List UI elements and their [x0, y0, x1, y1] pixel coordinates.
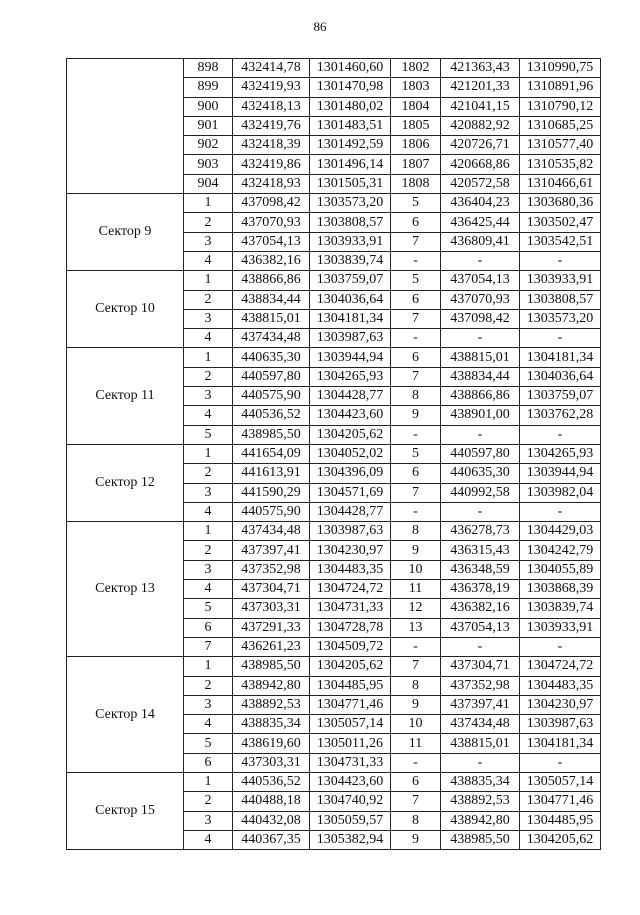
y-coordinate-left: 1305011,26 [310, 734, 391, 753]
y-coordinate-right: 1303868,39 [520, 580, 601, 599]
x-coordinate-left: 432419,86 [233, 155, 310, 174]
x-coordinate-right: 440992,58 [441, 483, 520, 502]
y-coordinate-right: 1304724,72 [520, 657, 601, 676]
point-number-right: 7 [391, 367, 441, 386]
point-number-left: 901 [184, 116, 233, 135]
point-number-right: 1806 [391, 136, 441, 155]
x-coordinate-right: 438892,53 [441, 792, 520, 811]
point-number-left: 4 [184, 715, 233, 734]
y-coordinate-left: 1304265,93 [310, 367, 391, 386]
x-coordinate-left: 440597,80 [233, 367, 310, 386]
point-number-right: 13 [391, 618, 441, 637]
sector-label: Сектор 11 [67, 348, 184, 444]
x-coordinate-left: 432414,78 [233, 59, 310, 78]
point-number-left: 1 [184, 657, 233, 676]
point-number-left: 3 [184, 483, 233, 502]
x-coordinate-left: 440536,52 [233, 406, 310, 425]
x-coordinate-left: 438892,53 [233, 695, 310, 714]
point-number-right: - [391, 425, 441, 444]
point-number-left: 4 [184, 580, 233, 599]
x-coordinate-right: 436404,23 [441, 194, 520, 213]
y-coordinate-right: - [520, 753, 601, 772]
y-coordinate-right: 1310535,82 [520, 155, 601, 174]
point-number-left: 1 [184, 194, 233, 213]
point-number-left: 2 [184, 213, 233, 232]
point-number-right: 9 [391, 541, 441, 560]
point-number-left: 2 [184, 792, 233, 811]
y-coordinate-right: 1304205,62 [520, 830, 601, 849]
x-coordinate-right: 438815,01 [441, 348, 520, 367]
y-coordinate-left: 1303759,07 [310, 271, 391, 290]
x-coordinate-left: 440575,90 [233, 502, 310, 521]
x-coordinate-right: 438985,50 [441, 830, 520, 849]
y-coordinate-right: 1310891,96 [520, 78, 601, 97]
sector-label: Сектор 13 [67, 522, 184, 657]
x-coordinate-left: 440635,30 [233, 348, 310, 367]
x-coordinate-right: 421201,33 [441, 78, 520, 97]
x-coordinate-right: 420882,92 [441, 116, 520, 135]
point-number-left: 3 [184, 309, 233, 328]
x-coordinate-right: 438834,44 [441, 367, 520, 386]
y-coordinate-left: 1304423,60 [310, 772, 391, 791]
x-coordinate-right: 437304,71 [441, 657, 520, 676]
y-coordinate-right: 1304230,97 [520, 695, 601, 714]
y-coordinate-right: - [520, 502, 601, 521]
point-number-right: 9 [391, 406, 441, 425]
point-number-left: 3 [184, 232, 233, 251]
y-coordinate-right: 1304429,03 [520, 522, 601, 541]
table-row [67, 657, 601, 676]
y-coordinate-right: 1303542,51 [520, 232, 601, 251]
point-number-left: 5 [184, 425, 233, 444]
coordinates-table-body [67, 59, 601, 850]
point-number-right: 1805 [391, 116, 441, 135]
y-coordinate-right: 1304771,46 [520, 792, 601, 811]
x-coordinate-right: 436382,16 [441, 599, 520, 618]
point-number-right: - [391, 637, 441, 656]
point-number-right: 6 [391, 772, 441, 791]
x-coordinate-right: 438835,34 [441, 772, 520, 791]
y-coordinate-left: 1303839,74 [310, 251, 391, 270]
x-coordinate-right: 437098,42 [441, 309, 520, 328]
table-row [67, 772, 601, 791]
point-number-left: 1 [184, 348, 233, 367]
y-coordinate-left: 1304052,02 [310, 444, 391, 463]
x-coordinate-right: 438942,80 [441, 811, 520, 830]
y-coordinate-left: 1304483,35 [310, 560, 391, 579]
y-coordinate-right: 1304036,64 [520, 367, 601, 386]
y-coordinate-right: 1303762,28 [520, 406, 601, 425]
y-coordinate-right: 1304483,35 [520, 676, 601, 695]
x-coordinate-right: - [441, 329, 520, 348]
x-coordinate-right: 420668,86 [441, 155, 520, 174]
x-coordinate-left: 437434,48 [233, 522, 310, 541]
point-number-left: 1 [184, 271, 233, 290]
point-number-right: 6 [391, 464, 441, 483]
y-coordinate-right: 1303933,91 [520, 618, 601, 637]
point-number-right: 6 [391, 348, 441, 367]
point-number-left: 3 [184, 387, 233, 406]
y-coordinate-left: 1304205,62 [310, 425, 391, 444]
point-number-left: 4 [184, 830, 233, 849]
point-number-right: 7 [391, 309, 441, 328]
sector-label [67, 59, 184, 194]
x-coordinate-right: 437070,93 [441, 290, 520, 309]
x-coordinate-left: 440575,90 [233, 387, 310, 406]
x-coordinate-left: 437434,48 [233, 329, 310, 348]
y-coordinate-right: 1303759,07 [520, 387, 601, 406]
x-coordinate-right: - [441, 251, 520, 270]
y-coordinate-left: 1301505,31 [310, 174, 391, 193]
y-coordinate-left: 1305382,94 [310, 830, 391, 849]
x-coordinate-right: - [441, 637, 520, 656]
x-coordinate-left: 437304,71 [233, 580, 310, 599]
point-number-right: 5 [391, 444, 441, 463]
y-coordinate-right: 1304055,89 [520, 560, 601, 579]
x-coordinate-left: 438835,34 [233, 715, 310, 734]
x-coordinate-right: 436278,73 [441, 522, 520, 541]
point-number-right: 1803 [391, 78, 441, 97]
y-coordinate-right: 1304485,95 [520, 811, 601, 830]
point-number-right: - [391, 502, 441, 521]
x-coordinate-right: 436809,41 [441, 232, 520, 251]
x-coordinate-left: 438834,44 [233, 290, 310, 309]
point-number-left: 3 [184, 560, 233, 579]
point-number-right: 8 [391, 387, 441, 406]
point-number-right: 9 [391, 830, 441, 849]
y-coordinate-left: 1301460,60 [310, 59, 391, 78]
point-number-left: 5 [184, 599, 233, 618]
x-coordinate-left: 437054,13 [233, 232, 310, 251]
y-coordinate-left: 1304731,33 [310, 753, 391, 772]
point-number-left: 2 [184, 367, 233, 386]
point-number-right: - [391, 251, 441, 270]
x-coordinate-right: 436425,44 [441, 213, 520, 232]
y-coordinate-right: 1303808,57 [520, 290, 601, 309]
x-coordinate-left: 432418,39 [233, 136, 310, 155]
x-coordinate-right: 436348,59 [441, 560, 520, 579]
point-number-right: - [391, 329, 441, 348]
point-number-right: 11 [391, 580, 441, 599]
y-coordinate-right: 1305057,14 [520, 772, 601, 791]
point-number-right: 1802 [391, 59, 441, 78]
x-coordinate-right: 436315,43 [441, 541, 520, 560]
x-coordinate-right: 437434,48 [441, 715, 520, 734]
x-coordinate-right: 438866,86 [441, 387, 520, 406]
y-coordinate-left: 1304509,72 [310, 637, 391, 656]
point-number-right: 7 [391, 792, 441, 811]
x-coordinate-right: 437352,98 [441, 676, 520, 695]
x-coordinate-right: - [441, 425, 520, 444]
point-number-right: 7 [391, 232, 441, 251]
x-coordinate-right: 437397,41 [441, 695, 520, 714]
x-coordinate-right: - [441, 502, 520, 521]
x-coordinate-left: 441613,91 [233, 464, 310, 483]
x-coordinate-left: 441590,29 [233, 483, 310, 502]
y-coordinate-right: - [520, 251, 601, 270]
x-coordinate-left: 440536,52 [233, 772, 310, 791]
point-number-left: 4 [184, 502, 233, 521]
y-coordinate-right: 1310790,12 [520, 97, 601, 116]
x-coordinate-right: 440597,80 [441, 444, 520, 463]
point-number-right: 8 [391, 811, 441, 830]
point-number-left: 2 [184, 290, 233, 309]
point-number-left: 1 [184, 444, 233, 463]
table-row [67, 348, 601, 367]
y-coordinate-left: 1303933,91 [310, 232, 391, 251]
x-coordinate-left: 437303,31 [233, 753, 310, 772]
point-number-right: 5 [391, 271, 441, 290]
point-number-left: 2 [184, 676, 233, 695]
y-coordinate-left: 1304396,09 [310, 464, 391, 483]
x-coordinate-left: 438619,60 [233, 734, 310, 753]
y-coordinate-left: 1303987,63 [310, 329, 391, 348]
y-coordinate-left: 1305059,57 [310, 811, 391, 830]
y-coordinate-left: 1304724,72 [310, 580, 391, 599]
point-number-right: 5 [391, 194, 441, 213]
point-number-left: 1 [184, 772, 233, 791]
y-coordinate-left: 1301480,02 [310, 97, 391, 116]
y-coordinate-right: 1303933,91 [520, 271, 601, 290]
point-number-right: 11 [391, 734, 441, 753]
y-coordinate-right: 1304181,34 [520, 348, 601, 367]
point-number-left: 2 [184, 464, 233, 483]
point-number-right: 10 [391, 715, 441, 734]
page-number: 86 [313, 19, 327, 34]
x-coordinate-right: 437054,13 [441, 618, 520, 637]
point-number-right: 7 [391, 483, 441, 502]
y-coordinate-left: 1304428,77 [310, 502, 391, 521]
point-number-right: 1808 [391, 174, 441, 193]
point-number-left: 898 [184, 59, 233, 78]
y-coordinate-right: - [520, 637, 601, 656]
x-coordinate-left: 437303,31 [233, 599, 310, 618]
point-number-right: 10 [391, 560, 441, 579]
x-coordinate-right: 440635,30 [441, 464, 520, 483]
x-coordinate-right: 420572,58 [441, 174, 520, 193]
x-coordinate-left: 438985,50 [233, 657, 310, 676]
y-coordinate-left: 1305057,14 [310, 715, 391, 734]
point-number-right: 9 [391, 695, 441, 714]
y-coordinate-right: 1310577,40 [520, 136, 601, 155]
x-coordinate-left: 440488,18 [233, 792, 310, 811]
y-coordinate-left: 1301470,98 [310, 78, 391, 97]
point-number-right: 8 [391, 676, 441, 695]
y-coordinate-right: 1310685,25 [520, 116, 601, 135]
sector-label: Сектор 14 [67, 657, 184, 773]
x-coordinate-right: 437054,13 [441, 271, 520, 290]
x-coordinate-left: 437397,41 [233, 541, 310, 560]
x-coordinate-left: 438985,50 [233, 425, 310, 444]
x-coordinate-left: 437352,98 [233, 560, 310, 579]
y-coordinate-left: 1304205,62 [310, 657, 391, 676]
y-coordinate-left: 1303987,63 [310, 522, 391, 541]
y-coordinate-left: 1304731,33 [310, 599, 391, 618]
point-number-left: 4 [184, 251, 233, 270]
y-coordinate-left: 1301492,59 [310, 136, 391, 155]
table-row [67, 271, 601, 290]
table-row [67, 194, 601, 213]
y-coordinate-left: 1304181,34 [310, 309, 391, 328]
point-number-left: 899 [184, 78, 233, 97]
x-coordinate-left: 437291,33 [233, 618, 310, 637]
y-coordinate-left: 1301483,51 [310, 116, 391, 135]
y-coordinate-right: 1303944,94 [520, 464, 601, 483]
point-number-left: 902 [184, 136, 233, 155]
table-row [67, 59, 601, 78]
x-coordinate-left: 436261,23 [233, 637, 310, 656]
y-coordinate-right: 1304265,93 [520, 444, 601, 463]
y-coordinate-left: 1304485,95 [310, 676, 391, 695]
x-coordinate-right: 421041,15 [441, 97, 520, 116]
point-number-left: 6 [184, 618, 233, 637]
y-coordinate-right: 1304181,34 [520, 734, 601, 753]
y-coordinate-left: 1304728,78 [310, 618, 391, 637]
x-coordinate-left: 432419,93 [233, 78, 310, 97]
point-number-left: 4 [184, 406, 233, 425]
point-number-right: 8 [391, 522, 441, 541]
y-coordinate-right: 1310990,75 [520, 59, 601, 78]
x-coordinate-right: - [441, 753, 520, 772]
point-number-left: 6 [184, 753, 233, 772]
table-row [67, 444, 601, 463]
point-number-left: 904 [184, 174, 233, 193]
y-coordinate-left: 1301496,14 [310, 155, 391, 174]
x-coordinate-left: 441654,09 [233, 444, 310, 463]
x-coordinate-left: 437070,93 [233, 213, 310, 232]
y-coordinate-right: 1310466,61 [520, 174, 601, 193]
x-coordinate-right: 436378,19 [441, 580, 520, 599]
point-number-left: 7 [184, 637, 233, 656]
point-number-right: 1804 [391, 97, 441, 116]
x-coordinate-left: 438942,80 [233, 676, 310, 695]
point-number-right: 12 [391, 599, 441, 618]
point-number-left: 900 [184, 97, 233, 116]
point-number-right: 6 [391, 290, 441, 309]
x-coordinate-left: 438866,86 [233, 271, 310, 290]
y-coordinate-right: 1303573,20 [520, 309, 601, 328]
x-coordinate-right: 420726,71 [441, 136, 520, 155]
point-number-left: 903 [184, 155, 233, 174]
sector-label: Сектор 9 [67, 194, 184, 271]
y-coordinate-left: 1303808,57 [310, 213, 391, 232]
point-number-left: 4 [184, 329, 233, 348]
coordinates-table [66, 58, 601, 850]
point-number-right: 1807 [391, 155, 441, 174]
point-number-left: 2 [184, 541, 233, 560]
y-coordinate-right: - [520, 329, 601, 348]
table-row [67, 522, 601, 541]
y-coordinate-left: 1304428,77 [310, 387, 391, 406]
y-coordinate-right: 1303839,74 [520, 599, 601, 618]
y-coordinate-right: 1303987,63 [520, 715, 601, 734]
sector-label: Сектор 10 [67, 271, 184, 348]
y-coordinate-right: 1303982,04 [520, 483, 601, 502]
y-coordinate-left: 1304740,92 [310, 792, 391, 811]
x-coordinate-left: 440432,08 [233, 811, 310, 830]
y-coordinate-left: 1304771,46 [310, 695, 391, 714]
point-number-right: 6 [391, 213, 441, 232]
point-number-right: 7 [391, 657, 441, 676]
y-coordinate-left: 1304571,69 [310, 483, 391, 502]
y-coordinate-left: 1303944,94 [310, 348, 391, 367]
y-coordinate-right: 1303680,36 [520, 194, 601, 213]
point-number-left: 5 [184, 734, 233, 753]
y-coordinate-right: 1303502,47 [520, 213, 601, 232]
point-number-left: 3 [184, 811, 233, 830]
x-coordinate-left: 432418,13 [233, 97, 310, 116]
x-coordinate-left: 438815,01 [233, 309, 310, 328]
y-coordinate-right: 1304242,79 [520, 541, 601, 560]
x-coordinate-left: 437098,42 [233, 194, 310, 213]
point-number-left: 1 [184, 522, 233, 541]
y-coordinate-left: 1304230,97 [310, 541, 391, 560]
y-coordinate-right: - [520, 425, 601, 444]
sector-label: Сектор 12 [67, 444, 184, 521]
point-number-left: 3 [184, 695, 233, 714]
x-coordinate-left: 432418,93 [233, 174, 310, 193]
sector-label: Сектор 15 [67, 772, 184, 849]
x-coordinate-left: 436382,16 [233, 251, 310, 270]
x-coordinate-right: 438815,01 [441, 734, 520, 753]
x-coordinate-left: 432419,76 [233, 116, 310, 135]
y-coordinate-left: 1304036,64 [310, 290, 391, 309]
x-coordinate-left: 440367,35 [233, 830, 310, 849]
point-number-right: - [391, 753, 441, 772]
y-coordinate-left: 1303573,20 [310, 194, 391, 213]
x-coordinate-right: 438901,00 [441, 406, 520, 425]
x-coordinate-right: 421363,43 [441, 59, 520, 78]
y-coordinate-left: 1304423,60 [310, 406, 391, 425]
